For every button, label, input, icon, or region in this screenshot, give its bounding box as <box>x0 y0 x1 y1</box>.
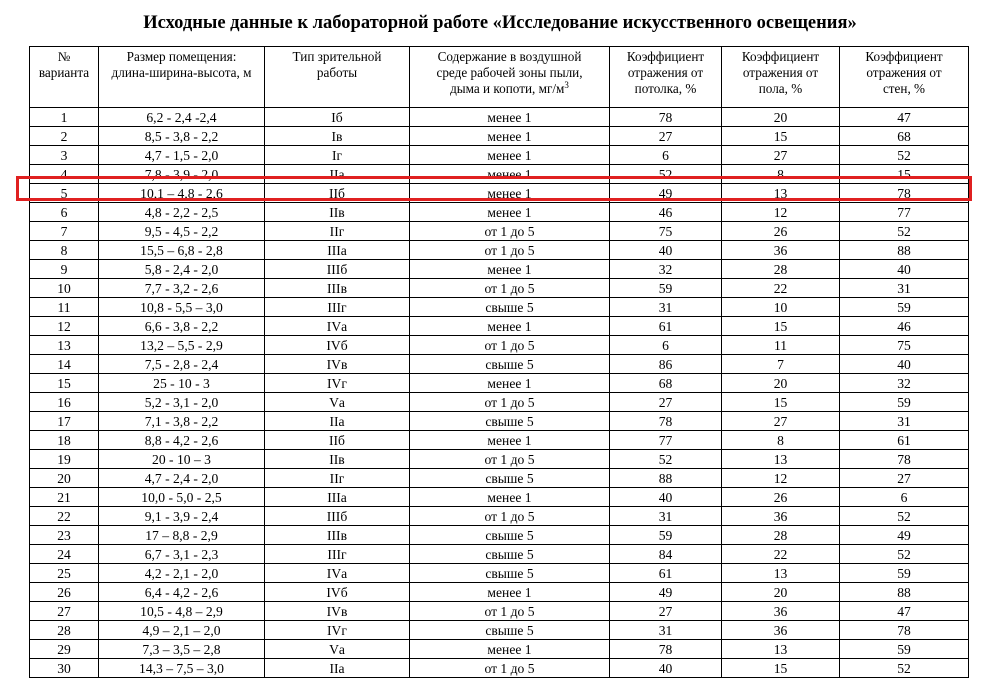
table-row <box>30 336 969 355</box>
cell-room-size: 9,1 - 3,9 - 2,4 <box>99 507 265 526</box>
cell-ceiling-reflection: 61 <box>610 564 722 583</box>
cell-room-size: 15,5 – 6,8 - 2,8 <box>99 241 265 260</box>
cell-room-size: 10,5 - 4,8 – 2,9 <box>99 602 265 621</box>
cell-work-type: IVв <box>265 602 410 621</box>
cell-ceiling-reflection: 52 <box>610 165 722 184</box>
cell-wall-reflection: 59 <box>840 640 969 659</box>
cell-work-type: IIб <box>265 184 410 203</box>
cell-variant: 6 <box>30 203 99 222</box>
cell-floor-reflection: 26 <box>722 222 840 241</box>
cell-wall-reflection: 47 <box>840 602 969 621</box>
table-row <box>30 488 969 507</box>
cell-variant: 10 <box>30 279 99 298</box>
table-row <box>30 526 969 545</box>
cell-work-type: IIIг <box>265 298 410 317</box>
cell-dust-content: менее 1 <box>410 260 610 279</box>
cell-wall-reflection: 46 <box>840 317 969 336</box>
cell-floor-reflection: 13 <box>722 450 840 469</box>
cell-variant: 4 <box>30 165 99 184</box>
cell-work-type: IIIв <box>265 526 410 545</box>
cell-wall-reflection: 15 <box>840 165 969 184</box>
cell-ceiling-reflection: 84 <box>610 545 722 564</box>
cell-work-type: IVа <box>265 564 410 583</box>
cell-ceiling-reflection: 78 <box>610 412 722 431</box>
document-title: Исходные данные к лабораторной работе «Исследование искусственного освещения» <box>143 13 857 33</box>
cell-ceiling-reflection: 32 <box>610 260 722 279</box>
cell-dust-content: свыше 5 <box>410 469 610 488</box>
cell-work-type: IVв <box>265 355 410 374</box>
cell-ceiling-reflection: 61 <box>610 317 722 336</box>
cell-dust-content: от 1 до 5 <box>410 222 610 241</box>
cell-dust-content: менее 1 <box>410 108 610 127</box>
cell-room-size: 6,4 - 4,2 - 2,6 <box>99 583 265 602</box>
cell-wall-reflection: 59 <box>840 393 969 412</box>
table-row <box>30 507 969 526</box>
cell-work-type: IVа <box>265 317 410 336</box>
cell-ceiling-reflection: 31 <box>610 507 722 526</box>
cell-ceiling-reflection: 88 <box>610 469 722 488</box>
cell-work-type: IIIг <box>265 545 410 564</box>
cell-room-size: 6,2 - 2,4 -2,4 <box>99 108 265 127</box>
cell-work-type: IIг <box>265 469 410 488</box>
cell-variant: 26 <box>30 583 99 602</box>
header-ceiling-reflection: Коэффициент отражения от потолка, % <box>610 47 722 108</box>
cell-ceiling-reflection: 31 <box>610 298 722 317</box>
cell-variant: 16 <box>30 393 99 412</box>
cell-room-size: 7,3 – 3,5 – 2,8 <box>99 640 265 659</box>
cell-wall-reflection: 47 <box>840 108 969 127</box>
cell-room-size: 10,1 – 4,8 - 2,6 <box>99 184 265 203</box>
cell-variant: 7 <box>30 222 99 241</box>
cell-room-size: 8,8 - 4,2 - 2,6 <box>99 431 265 450</box>
table-row <box>30 431 969 450</box>
cell-variant: 22 <box>30 507 99 526</box>
table-body <box>30 108 969 678</box>
cell-wall-reflection: 52 <box>840 545 969 564</box>
header-variant: № варианта <box>30 47 99 108</box>
cell-wall-reflection: 40 <box>840 260 969 279</box>
cell-floor-reflection: 36 <box>722 621 840 640</box>
cell-room-size: 7,7 - 3,2 - 2,6 <box>99 279 265 298</box>
cell-room-size: 9,5 - 4,5 - 2,2 <box>99 222 265 241</box>
cell-variant: 25 <box>30 564 99 583</box>
cell-wall-reflection: 68 <box>840 127 969 146</box>
cell-variant: 11 <box>30 298 99 317</box>
cell-work-type: IIIа <box>265 241 410 260</box>
table-row <box>30 602 969 621</box>
cell-ceiling-reflection: 49 <box>610 583 722 602</box>
cell-work-type: IVг <box>265 374 410 393</box>
header-room-size: Размер помещения: длина-ширина-высота, м <box>99 47 265 108</box>
cell-floor-reflection: 15 <box>722 393 840 412</box>
cell-floor-reflection: 26 <box>722 488 840 507</box>
cell-dust-content: свыше 5 <box>410 355 610 374</box>
cell-dust-content: менее 1 <box>410 146 610 165</box>
cell-dust-content: менее 1 <box>410 203 610 222</box>
cell-ceiling-reflection: 46 <box>610 203 722 222</box>
cell-floor-reflection: 20 <box>722 583 840 602</box>
table-row <box>30 298 969 317</box>
cell-room-size: 6,7 - 3,1 - 2,3 <box>99 545 265 564</box>
cell-floor-reflection: 12 <box>722 469 840 488</box>
cell-room-size: 4,9 – 2,1 – 2,0 <box>99 621 265 640</box>
cell-room-size: 10,0 - 5,0 - 2,5 <box>99 488 265 507</box>
table-row <box>30 659 969 678</box>
cell-ceiling-reflection: 6 <box>610 146 722 165</box>
cell-floor-reflection: 20 <box>722 108 840 127</box>
cell-wall-reflection: 52 <box>840 146 969 165</box>
cell-work-type: IIIб <box>265 507 410 526</box>
table-row <box>30 279 969 298</box>
cell-floor-reflection: 15 <box>722 127 840 146</box>
cell-ceiling-reflection: 40 <box>610 241 722 260</box>
cell-work-type: Iг <box>265 146 410 165</box>
table-row <box>30 374 969 393</box>
cell-ceiling-reflection: 40 <box>610 488 722 507</box>
cell-room-size: 5,8 - 2,4 - 2,0 <box>99 260 265 279</box>
cell-dust-content: менее 1 <box>410 374 610 393</box>
cell-work-type: IIв <box>265 450 410 469</box>
cell-variant: 14 <box>30 355 99 374</box>
cell-wall-reflection: 6 <box>840 488 969 507</box>
cell-wall-reflection: 32 <box>840 374 969 393</box>
cell-floor-reflection: 7 <box>722 355 840 374</box>
cell-room-size: 10,8 - 5,5 – 3,0 <box>99 298 265 317</box>
cell-floor-reflection: 15 <box>722 659 840 678</box>
cell-room-size: 14,3 – 7,5 – 3,0 <box>99 659 265 678</box>
cell-floor-reflection: 22 <box>722 545 840 564</box>
table-row <box>30 621 969 640</box>
cell-dust-content: свыше 5 <box>410 526 610 545</box>
cell-work-type: IIа <box>265 659 410 678</box>
cell-variant: 12 <box>30 317 99 336</box>
cell-ceiling-reflection: 27 <box>610 127 722 146</box>
cell-variant: 21 <box>30 488 99 507</box>
cell-wall-reflection: 61 <box>840 431 969 450</box>
cell-variant: 30 <box>30 659 99 678</box>
cell-variant: 2 <box>30 127 99 146</box>
table-row <box>30 450 969 469</box>
table-row <box>30 241 969 260</box>
cell-dust-content: от 1 до 5 <box>410 393 610 412</box>
cell-dust-content: менее 1 <box>410 184 610 203</box>
cell-variant: 9 <box>30 260 99 279</box>
cell-work-type: IIIб <box>265 260 410 279</box>
cell-floor-reflection: 27 <box>722 412 840 431</box>
table-row <box>30 127 969 146</box>
cell-work-type: IIв <box>265 203 410 222</box>
cell-dust-content: менее 1 <box>410 317 610 336</box>
cell-wall-reflection: 88 <box>840 583 969 602</box>
cell-ceiling-reflection: 31 <box>610 621 722 640</box>
table-row <box>30 412 969 431</box>
cell-room-size: 4,2 - 2,1 - 2,0 <box>99 564 265 583</box>
cell-variant: 5 <box>30 184 99 203</box>
cell-wall-reflection: 59 <box>840 564 969 583</box>
table-row <box>30 222 969 241</box>
cell-variant: 18 <box>30 431 99 450</box>
cell-ceiling-reflection: 49 <box>610 184 722 203</box>
cell-ceiling-reflection: 6 <box>610 336 722 355</box>
cell-ceiling-reflection: 27 <box>610 602 722 621</box>
cell-work-type: IVб <box>265 583 410 602</box>
cell-dust-content: менее 1 <box>410 165 610 184</box>
cell-room-size: 4,7 - 1,5 - 2,0 <box>99 146 265 165</box>
cell-ceiling-reflection: 59 <box>610 526 722 545</box>
cell-work-type: IIIв <box>265 279 410 298</box>
cell-variant: 28 <box>30 621 99 640</box>
cell-wall-reflection: 78 <box>840 184 969 203</box>
cell-dust-content: от 1 до 5 <box>410 241 610 260</box>
header-wall-reflection: Коэффициент отражения от стен, % <box>840 47 969 108</box>
cell-dust-content: свыше 5 <box>410 545 610 564</box>
cell-wall-reflection: 88 <box>840 241 969 260</box>
cell-room-size: 25 - 10 - 3 <box>99 374 265 393</box>
table-header-row <box>30 47 969 108</box>
cell-dust-content: свыше 5 <box>410 564 610 583</box>
header-work-type: Тип зрительной работы <box>265 47 410 108</box>
cell-dust-content: менее 1 <box>410 127 610 146</box>
cell-floor-reflection: 36 <box>722 507 840 526</box>
cell-dust-content: свыше 5 <box>410 621 610 640</box>
cell-floor-reflection: 28 <box>722 526 840 545</box>
cell-floor-reflection: 12 <box>722 203 840 222</box>
cell-room-size: 20 - 10 – 3 <box>99 450 265 469</box>
cell-dust-content: менее 1 <box>410 640 610 659</box>
cell-room-size: 6,6 - 3,8 - 2,2 <box>99 317 265 336</box>
cell-variant: 8 <box>30 241 99 260</box>
cell-dust-content: свыше 5 <box>410 298 610 317</box>
cell-variant: 23 <box>30 526 99 545</box>
cell-room-size: 7,8 - 3,9 - 2,0 <box>99 165 265 184</box>
header-dust-content: Содержание в воздушной среде рабочей зоны пыли, дыма и копоти, $мг/м^3$ <box>410 47 610 108</box>
cell-wall-reflection: 31 <box>840 279 969 298</box>
cell-ceiling-reflection: 40 <box>610 659 722 678</box>
cell-floor-reflection: 10 <box>722 298 840 317</box>
cell-variant: 13 <box>30 336 99 355</box>
cell-variant: 20 <box>30 469 99 488</box>
cell-floor-reflection: 36 <box>722 602 840 621</box>
cell-ceiling-reflection: 86 <box>610 355 722 374</box>
table-row <box>30 469 969 488</box>
cell-floor-reflection: 13 <box>722 640 840 659</box>
cell-work-type: IIб <box>265 431 410 450</box>
cell-dust-content: менее 1 <box>410 431 610 450</box>
table-row <box>30 203 969 222</box>
table-row <box>30 640 969 659</box>
cell-variant: 17 <box>30 412 99 431</box>
table-row <box>30 108 969 127</box>
cell-variant: 19 <box>30 450 99 469</box>
cell-dust-content: от 1 до 5 <box>410 336 610 355</box>
cell-variant: 27 <box>30 602 99 621</box>
cell-room-size: 17 – 8,8 - 2,9 <box>99 526 265 545</box>
cell-room-size: 8,5 - 3,8 - 2,2 <box>99 127 265 146</box>
cell-work-type: Iб <box>265 108 410 127</box>
table-row <box>30 393 969 412</box>
cell-variant: 1 <box>30 108 99 127</box>
cell-ceiling-reflection: 68 <box>610 374 722 393</box>
cell-wall-reflection: 77 <box>840 203 969 222</box>
cell-floor-reflection: 15 <box>722 317 840 336</box>
table-row <box>30 583 969 602</box>
cell-floor-reflection: 28 <box>722 260 840 279</box>
table-row <box>30 260 969 279</box>
cell-work-type: IIг <box>265 222 410 241</box>
table-row <box>30 146 969 165</box>
cell-floor-reflection: 13 <box>722 184 840 203</box>
cell-room-size: 7,5 - 2,8 - 2,4 <box>99 355 265 374</box>
cell-wall-reflection: 52 <box>840 222 969 241</box>
cell-room-size: 7,1 - 3,8 - 2,2 <box>99 412 265 431</box>
cell-dust-content: от 1 до 5 <box>410 450 610 469</box>
cell-dust-content: от 1 до 5 <box>410 659 610 678</box>
table-row <box>30 545 969 564</box>
table-row <box>30 564 969 583</box>
cell-room-size: 4,8 - 2,2 - 2,5 <box>99 203 265 222</box>
cell-ceiling-reflection: 77 <box>610 431 722 450</box>
cell-dust-content: от 1 до 5 <box>410 507 610 526</box>
table-row <box>30 317 969 336</box>
cell-work-type: IVг <box>265 621 410 640</box>
header-floor-reflection: Коэффициент отражения от пола, % <box>722 47 840 108</box>
table-row <box>30 184 969 203</box>
cell-ceiling-reflection: 52 <box>610 450 722 469</box>
lab-data-table <box>29 46 969 678</box>
cell-wall-reflection: 27 <box>840 469 969 488</box>
cell-floor-reflection: 8 <box>722 431 840 450</box>
cell-wall-reflection: 31 <box>840 412 969 431</box>
cell-room-size: 5,2 - 3,1 - 2,0 <box>99 393 265 412</box>
cell-floor-reflection: 11 <box>722 336 840 355</box>
cell-ceiling-reflection: 59 <box>610 279 722 298</box>
cell-floor-reflection: 20 <box>722 374 840 393</box>
cell-dust-content: от 1 до 5 <box>410 602 610 621</box>
cell-work-type: IIа <box>265 165 410 184</box>
cell-ceiling-reflection: 27 <box>610 393 722 412</box>
cell-wall-reflection: 40 <box>840 355 969 374</box>
cell-variant: 15 <box>30 374 99 393</box>
cell-wall-reflection: 59 <box>840 298 969 317</box>
cell-ceiling-reflection: 78 <box>610 640 722 659</box>
cell-ceiling-reflection: 78 <box>610 108 722 127</box>
cell-work-type: Iв <box>265 127 410 146</box>
cell-ceiling-reflection: 75 <box>610 222 722 241</box>
cell-room-size: 4,7 - 2,4 - 2,0 <box>99 469 265 488</box>
cell-floor-reflection: 22 <box>722 279 840 298</box>
cell-work-type: IIа <box>265 412 410 431</box>
cell-wall-reflection: 78 <box>840 450 969 469</box>
cell-variant: 29 <box>30 640 99 659</box>
cell-floor-reflection: 36 <box>722 241 840 260</box>
cell-work-type: IIIа <box>265 488 410 507</box>
cell-floor-reflection: 8 <box>722 165 840 184</box>
cell-dust-content: менее 1 <box>410 488 610 507</box>
cell-work-type: Vа <box>265 393 410 412</box>
cell-variant: 3 <box>30 146 99 165</box>
cell-wall-reflection: 75 <box>840 336 969 355</box>
cell-dust-content: от 1 до 5 <box>410 279 610 298</box>
cell-work-type: IVб <box>265 336 410 355</box>
cell-floor-reflection: 27 <box>722 146 840 165</box>
cell-variant: 24 <box>30 545 99 564</box>
cell-dust-content: свыше 5 <box>410 412 610 431</box>
cell-floor-reflection: 13 <box>722 564 840 583</box>
cell-dust-content: менее 1 <box>410 583 610 602</box>
cell-wall-reflection: 49 <box>840 526 969 545</box>
cell-wall-reflection: 78 <box>840 621 969 640</box>
cell-work-type: Vа <box>265 640 410 659</box>
cell-wall-reflection: 52 <box>840 507 969 526</box>
table-row <box>30 355 969 374</box>
cell-wall-reflection: 52 <box>840 659 969 678</box>
cell-room-size: 13,2 – 5,5 - 2,9 <box>99 336 265 355</box>
table-row <box>30 165 969 184</box>
